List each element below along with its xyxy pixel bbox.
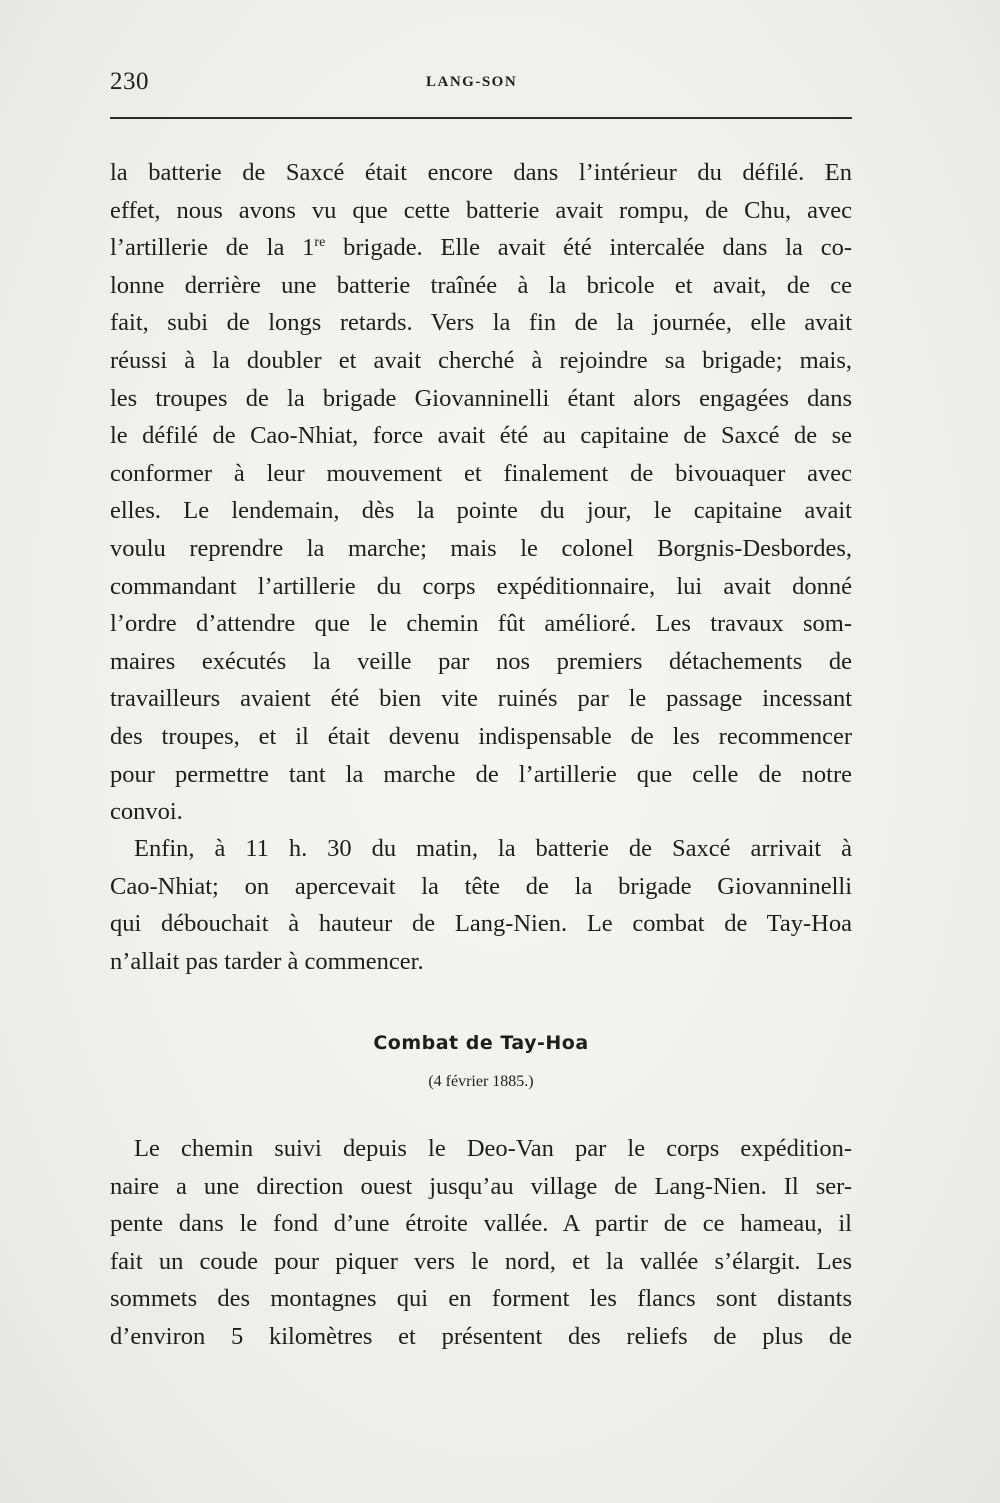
text-line: Le chemin suivi depuis le Deo-Van par le corps expédition- [134,1135,852,1162]
text-line: commandant l’artillerie du corps expéditionnaire, lui avait donné [110,572,852,600]
text-line: des troupes, et il était devenu indispensable de les recommencer [110,722,852,750]
paragraph-2 [110,830,852,980]
paragraph-1 [110,154,852,831]
header-rule [110,117,852,119]
text-line: pour permettre tant la marche de l’artillerie que celle de notre [110,760,852,788]
text-line: fait un coude pour piquer vers le nord, et la vallée s’élargit. Les [110,1247,852,1275]
text-line: elles. Le lendemain, dès la pointe du jour, le capitaine avait [110,497,852,525]
text-line: effet, nous avons vu que cette batterie avait rompu, de Chu, avec [110,196,852,224]
page-number: 230 [110,68,149,95]
paragraph-3 [110,1130,852,1356]
text-line: n’allait pas tarder à commencer. [110,947,424,975]
text-line: l’ordre d’attendre que le chemin fût amélioré. Les travaux som- [110,610,852,638]
text-line: conformer à leur mouvement et finalement de bivouaquer avec [110,459,852,487]
text-line: maires exécutés la veille par nos premiers détachements de [110,647,852,675]
text-line: voulu reprendre la marche; mais le colonel Borgnis-Desbordes, [110,534,852,562]
section-date: (4 février 1885.) [428,1073,534,1090]
ordinal-superscript: re [314,235,326,251]
text-line: Enfin, à 11 h. 30 du matin, la batterie de Saxcé arrivait à [134,835,852,862]
text-line: lonne derrière une batterie traînée à la bricole et avait, de ce [110,271,852,299]
text-line: le défilé de Cao-Nhiat, force avait été au capitaine de Saxcé de se [110,422,852,450]
text-line: sommets des montagnes qui en forment les flancs sont distants [110,1285,852,1313]
text-line: convoi. [110,798,183,826]
running-title: LANG-SON [426,74,518,90]
text-line: qui débouchait à hauteur de Lang-Nien. Le combat de Tay-Hoa [110,910,852,938]
text-line: l’artillerie de la 1re brigade. Elle avait été intercalée dans la co- [110,234,852,262]
text-line: fait, subi de longs retards. Vers la fin de la journée, elle avait [110,309,852,337]
text-line: naire a une direction ouest jusqu’au village de Lang-Nien. Il ser- [110,1172,852,1200]
text-line: réussi à la doubler et avait cherché à rejoindre sa brigade; mais, [110,346,852,374]
text-line: Cao-Nhiat; on apercevait la tête de la brigade Giovanninelli [110,872,852,900]
text-line: d’environ 5 kilomètres et présentent des reliefs de plus de [110,1322,852,1350]
section-title: Combat de Tay-Hoa [373,1032,589,1054]
text-line: travailleurs avaient été bien vite ruinés par le passage incessant [110,685,852,713]
text-line: pente dans le fond d’une étroite vallée. A partir de ce hameau, il [110,1210,852,1238]
text-line: la batterie de Saxcé était encore dans l’intérieur du défilé. En [110,159,852,186]
text-line: les troupes de la brigade Giovanninelli étant alors engagées dans [110,384,852,412]
running-head [110,64,852,104]
